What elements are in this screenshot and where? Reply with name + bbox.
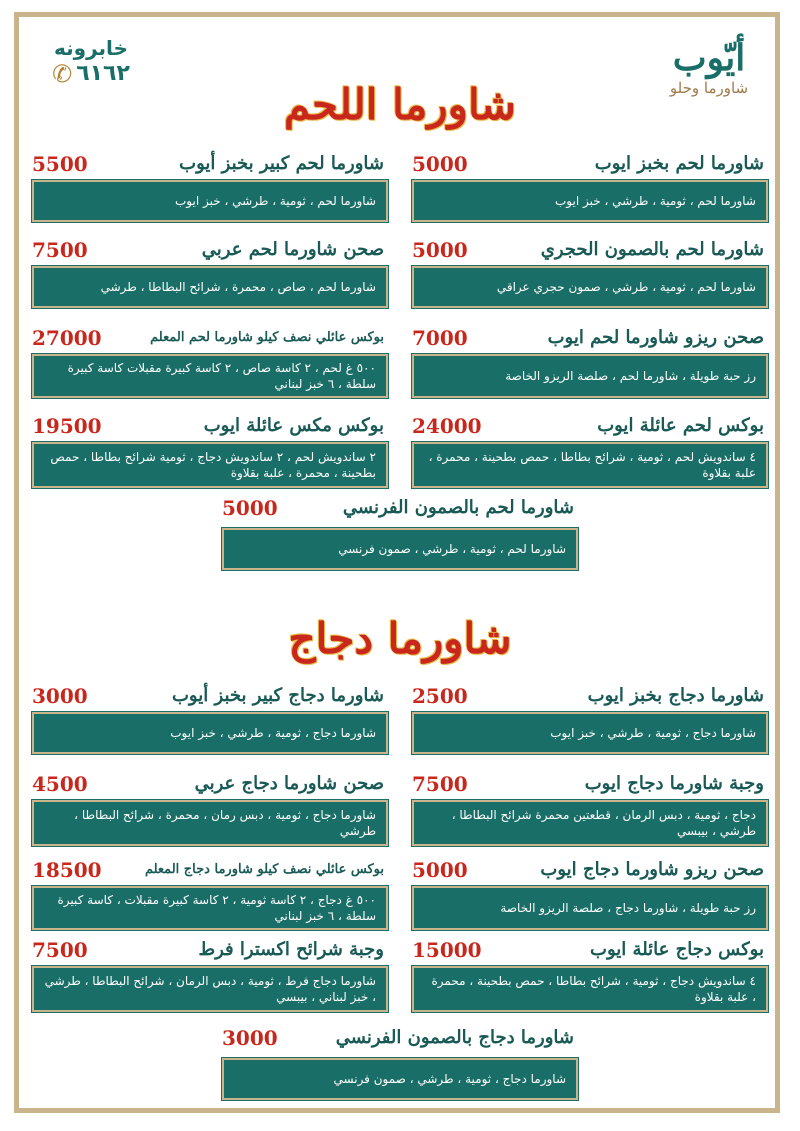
menu-item[interactable] [32,150,388,222]
menu-item[interactable] [412,236,768,308]
brand-name: أيّوب [672,37,746,79]
item-price: 5000 [412,858,468,882]
item-price: 3000 [32,684,88,708]
item-name: شاورما لحم كبير بخبز أيوب [179,153,384,174]
menu-item[interactable] [412,770,768,846]
menu-item[interactable] [32,682,388,754]
item-description: شاورما لحم ، صاص ، محمرة ، شرائح البطاطا ، طرشي [32,266,388,308]
item-price: 5000 [222,496,278,520]
item-description: رز حبة طويلة ، شاورما دجاج ، صلصة الريزو الخاصة [412,886,768,930]
menu-item[interactable] [32,856,388,930]
item-price: 24000 [412,414,482,438]
item-description: رز حبة طويلة ، شاورما لحم ، صلصة الريزو الخاصة [412,354,768,398]
item-price: 27000 [32,326,102,350]
item-description: شاورما دجاج ، ثومية ، طرشي ، صمون فرنسي [222,1058,578,1100]
item-description: ٥٠٠ غ لحم ، ٢ كاسة صاص ، ٢ كاسة كبيرة مقبلات كاسة كبيرة سلطة ، ٦ خبز لبناني [32,354,388,398]
item-description: شاورما دجاج ، ثومية ، طرشي ، خبز ايوب [32,712,388,754]
section-title-chicken: شاورما دجاج [288,614,512,663]
menu-item[interactable] [412,936,768,1012]
item-price: 7500 [412,772,468,796]
menu-item[interactable] [412,412,768,488]
item-name: وجبة شاورما دجاج ايوب [584,773,764,794]
menu-item[interactable] [412,682,768,754]
item-price: 3000 [222,1026,278,1050]
menu-item[interactable] [32,770,388,846]
contact-label: خابرونه [54,36,128,60]
item-price: 5000 [412,152,468,176]
phone-icon: ✆ [52,60,73,88]
item-name: شاورما لحم بالصمون الحجري [540,239,764,260]
item-price: 19500 [32,414,102,438]
item-description: ٢ ساندويش لحم ، ٢ ساندويش دجاج ، ثومية شرائح بطاطا ، حمص بطحينة ، محمرة ، علبة بقلاوة [32,442,388,488]
item-description: شاورما لحم ، ثومية ، طرشي ، صمون حجري عراقي [412,266,768,308]
item-name: بوكس مكس عائلة ايوب [203,415,384,436]
item-description: ٤ ساندويش دجاج ، ثومية ، شرائح بطاطا ، حمص بطحينة ، محمرة ، علبة بقلاوة [412,966,768,1012]
item-price: 15000 [412,938,482,962]
item-price: 7000 [412,326,468,350]
item-price: 18500 [32,858,102,882]
menu-item[interactable] [412,324,768,398]
menu-item[interactable] [412,856,768,930]
menu-item[interactable] [412,150,768,222]
item-description: شاورما لحم ، ثومية ، طرشي ، خبز ايوب [412,180,768,222]
item-description: شاورما لحم ، ثومية ، طرشي ، صمون فرنسي [222,528,578,570]
item-price: 4500 [32,772,88,796]
item-price: 7500 [32,238,88,262]
item-description: شاورما دجاج ، ثومية ، دبس رمان ، محمرة ، شرائح البطاطا ، طرشي [32,800,388,846]
menu-item[interactable] [222,1024,578,1100]
item-name: بوكس عائلي نصف كيلو شاورما لحم المعلم [150,330,384,345]
item-description: ٤ ساندويش لحم ، ثومية ، شرائح بطاطا ، حمص بطحينة ، محمرة ، علبة بقلاوة [412,442,768,488]
menu-item[interactable] [222,494,578,570]
item-name: شاورما دجاج بالصمون الفرنسي [335,1027,574,1048]
item-name: صحن شاورما لحم عربي [201,239,384,260]
item-name: بوكس لحم عائلة ايوب [597,415,764,436]
item-price: 7500 [32,938,88,962]
item-description: شاورما لحم ، ثومية ، طرشي ، خبز ايوب [32,180,388,222]
item-description: شاورما دجاج ، ثومية ، طرشي ، خبز ايوب [412,712,768,754]
item-name: شاورما دجاج كبير بخبز أيوب [171,685,384,706]
item-price: 5500 [32,152,88,176]
item-name: صحن ريزو شاورما لحم ايوب [547,327,764,348]
item-name: بوكس دجاج عائلة ايوب [590,939,764,960]
item-name: صحن شاورما دجاج عربي [194,773,384,794]
menu-item[interactable] [32,324,388,398]
menu-item[interactable] [32,236,388,308]
item-name: شاورما لحم بالصمون الفرنسي [342,497,574,518]
item-price: 2500 [412,684,468,708]
item-name: شاورما لحم بخبز ايوب [594,153,764,174]
item-name: شاورما دجاج بخبز ايوب [587,685,764,706]
menu-item[interactable] [32,412,388,488]
item-price: 5000 [412,238,468,262]
brand-tagline: شاورما وحلو [669,79,749,97]
item-description: ٥٠٠ غ دجاج ، ٢ كاسة ثومية ، ٢ كاسة كبيرة مقبلات ، كاسة كبيرة سلطة ، ٦ خبز لبناني [32,886,388,930]
item-name: بوكس عائلي نصف كيلو شاورما دجاج المعلم [144,862,384,877]
item-description: دجاج ، ثومية ، دبس الرمان ، قطعتين محمرة شرائح البطاطا ، طرشي ، بيبسي [412,800,768,846]
menu-item[interactable] [32,936,388,1012]
item-name: وجبة شرائح اكسترا فرط [198,939,384,960]
item-name: صحن ريزو شاورما دجاج ايوب [540,859,764,880]
contact-number: ٦١٦٢ [76,61,130,86]
item-description: شاورما دجاج فرط ، ثومية ، دبس الرمان ، شرائح البطاطا ، طرشي ، خبز لبناني ، بيبسي [32,966,388,1012]
section-title-meat: شاورما اللحم [284,80,516,129]
